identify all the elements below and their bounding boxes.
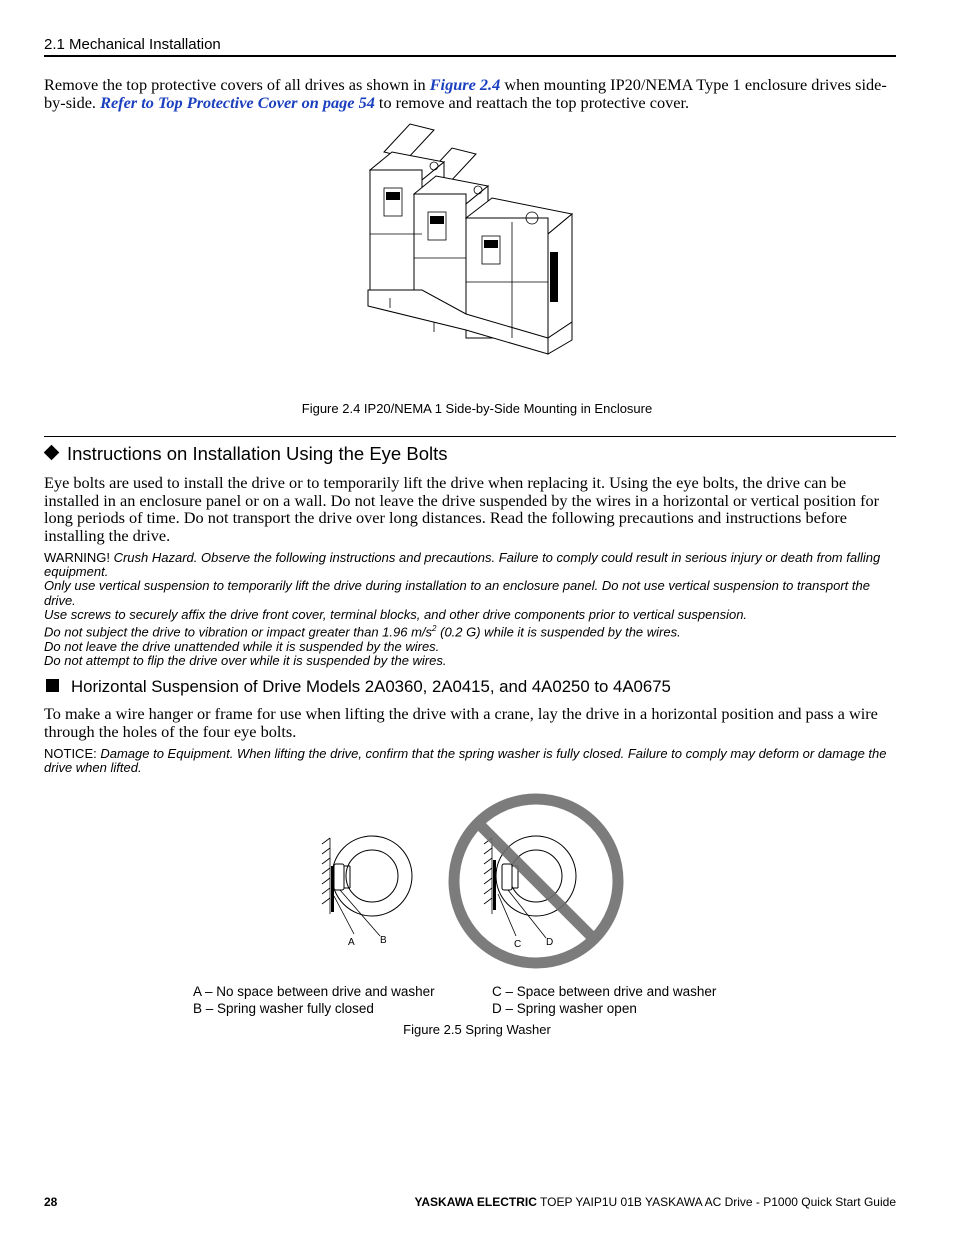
legend-d: D – Spring washer open xyxy=(492,1001,637,1016)
top-cover-page-link[interactable]: Refer to Top Protective Cover on page 54 xyxy=(100,92,375,112)
legend-a: A – No space between drive and washer xyxy=(193,984,435,999)
section-header-title: 2.1 Mechanical Installation xyxy=(44,36,221,53)
intro-paragraph xyxy=(44,76,904,111)
eye-bolts-heading-text: Instructions on Installation Using the Eye Bolts xyxy=(67,443,448,464)
washer-closed-illustration xyxy=(322,836,412,936)
intro-text-1: Remove the top protective covers of all drives as shown in xyxy=(44,75,430,94)
warning-block xyxy=(44,551,904,668)
warning-line-1: Crush Hazard. Observe the following instructions and precautions. Failure to comply could result in serious injury or death from falling equipment. xyxy=(44,550,881,580)
intro-text-2: when mounting IP20/NEMA Type 1 enclosure drives side-by-side. xyxy=(44,75,887,112)
label-a: A xyxy=(348,937,355,948)
warning-line-4-text-b: (0.2 G) while it is suspended by the wires. xyxy=(436,624,681,640)
legend-left-column xyxy=(193,983,435,1017)
footer-doc-name: TOEP YAIP1U 01B YASKAWA AC Drive - P1000 Quick Start Guide xyxy=(536,1195,896,1209)
figure-2-4-drives-illustration xyxy=(362,122,580,384)
warning-line-3: Use screws to securely affix the drive front cover, terminal blocks, and other drive components prior to vertical suspension. xyxy=(44,606,748,622)
eye-bolts-paragraph: Eye bolts are used to install the drive or to temporarily lift the drive when replacing it. Using the eye bolts, the drive can be installed in an enclosure panel or on a wall. Do not leave the drive suspended by the wires in a horizontal or vertical position for long periods of time. Do not transport the drive over long distances. Read the following precautions and instructions before installing the drive. xyxy=(44,473,880,545)
label-c: C xyxy=(514,939,522,950)
horizontal-suspension-heading xyxy=(44,677,671,697)
section-rule xyxy=(44,436,896,437)
figure-2-5-spring-washer-illustration xyxy=(300,790,640,980)
legend-c: C – Space between drive and washer xyxy=(492,984,717,999)
figure-2-5-caption: Figure 2.5 Spring Washer xyxy=(403,1022,551,1037)
label-b: B xyxy=(380,935,387,946)
figure-2-4-link[interactable]: Figure 2.4 xyxy=(429,75,501,94)
horizontal-suspension-heading-text: Horizontal Suspension of Drive Models 2A0360, 2A0415, and 4A0250 to 4A0675 xyxy=(71,677,671,696)
label-d: D xyxy=(546,937,554,948)
warning-line-2: Only use vertical suspension to temporarily lift the drive during installation to an enclosure panel. Do not use vertical suspension to transport the drive. xyxy=(44,578,870,608)
intro-text-3: to remove and reattach the top protective cover. xyxy=(374,92,690,112)
warning-label: WARNING! xyxy=(44,550,110,565)
warning-line-4 xyxy=(44,622,904,640)
legend-b: B – Spring washer fully closed xyxy=(193,1001,374,1016)
notice-text: Damage to Equipment. When lifting the drive, confirm that the spring washer is fully closed. Failure to comply may deform or damage the drive when lifted. xyxy=(44,746,887,776)
footer-company: YASKAWA ELECTRIC xyxy=(414,1195,537,1209)
warning-line-6: Do not attempt to flip the drive over while it is suspended by the wires. xyxy=(44,652,447,668)
prohibited-icon xyxy=(454,799,618,963)
notice-block xyxy=(44,747,904,775)
notice-label: NOTICE: xyxy=(44,746,97,761)
page-number: 28 xyxy=(44,1195,58,1209)
warning-line-4-text: Do not subject the drive to vibration or impact greater than 1.96 m/s xyxy=(44,624,433,640)
header-rule xyxy=(44,55,896,57)
horizontal-suspension-paragraph: To make a wire hanger or frame for use when lifting the drive with a crane, lay the drive in a horizontal position and pass a wire through the holes of the four eye bolts. xyxy=(44,704,878,741)
legend-right-column xyxy=(492,983,716,1017)
square-bullet-icon xyxy=(46,679,59,692)
eye-bolts-section-heading xyxy=(44,443,447,465)
superscript-2: 2 xyxy=(432,624,437,634)
footer-document-title xyxy=(414,1195,896,1209)
warning-line-5: Do not leave the drive unattended while it is suspended by the wires. xyxy=(44,638,440,654)
diamond-bullet-icon xyxy=(44,445,60,461)
washer-open-illustration xyxy=(484,836,576,938)
figure-2-4-caption: Figure 2.4 IP20/NEMA 1 Side-by-Side Mounting in Enclosure xyxy=(301,401,653,416)
